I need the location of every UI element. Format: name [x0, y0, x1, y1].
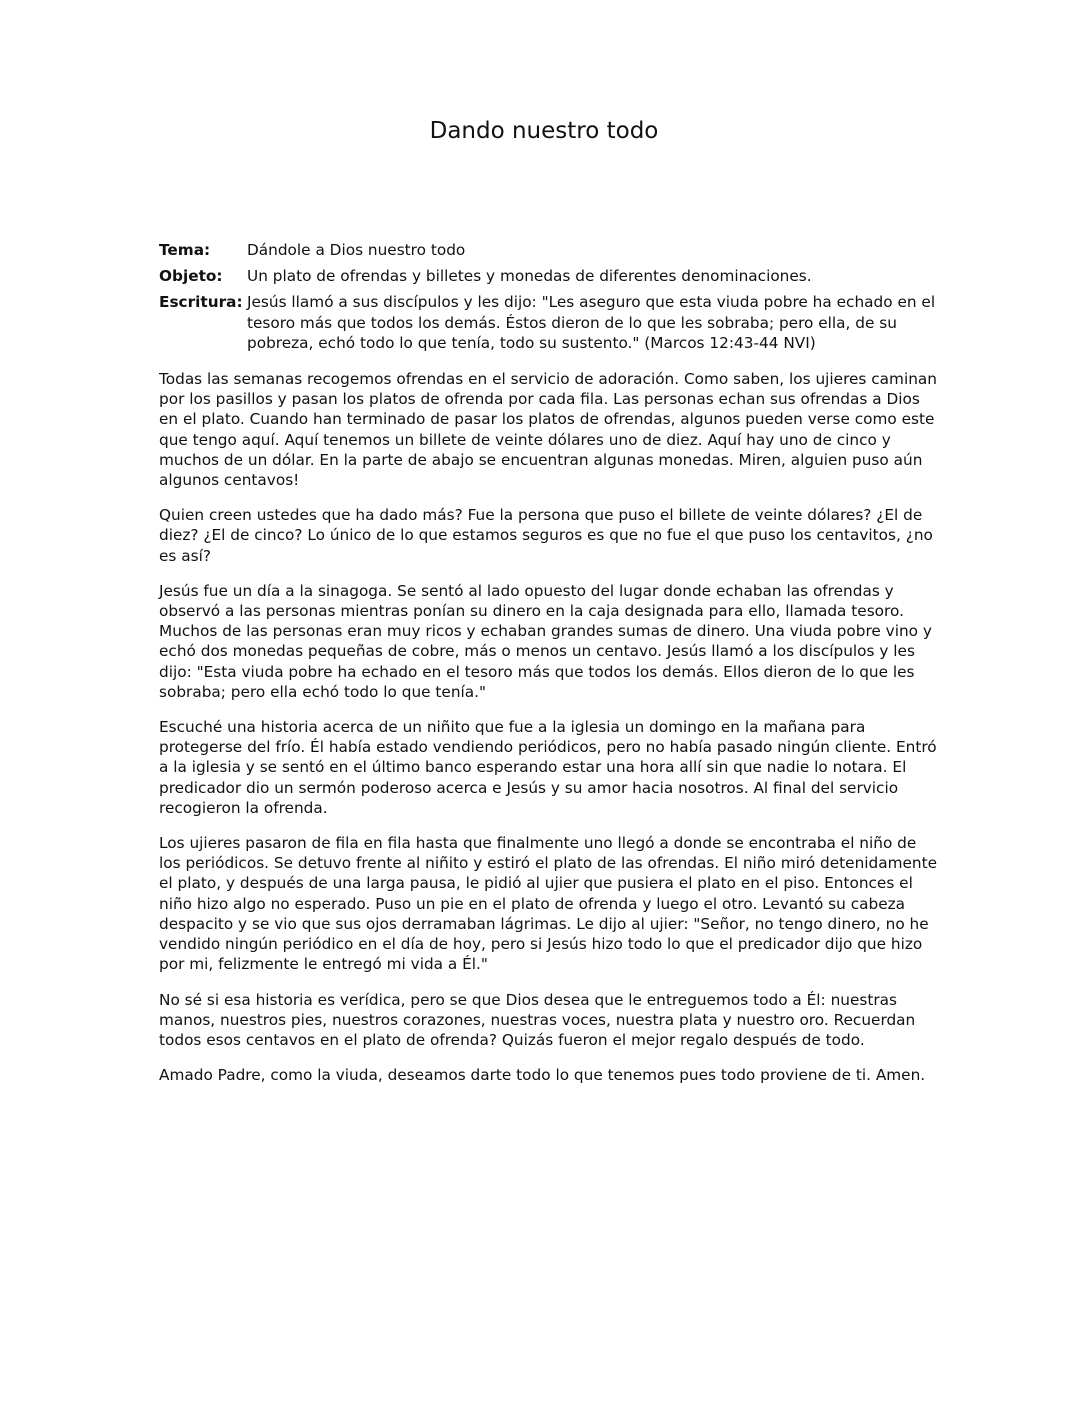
meta-row-escritura [159, 292, 939, 353]
meta-label: Escritura: [159, 293, 243, 312]
meta-row-objeto [159, 266, 939, 286]
paragraph: No sé si esa historia es verídica, pero se que Dios desea que le entreguemos todo a Él: nuestras manos, nuestros pies, nuestros corazones, nuestras voces, nuestra plata y nuestro oro. Recuerdan todos esos centavos en el plato de ofrenda? Quizás fueron el mejor regalo después de todo. [159, 990, 916, 1049]
meta-value: Dándole a Dios nuestro todo [247, 241, 466, 259]
paragraph: Todas las semanas recogemos ofrendas en el servicio de adoración. Como saben, los ujieres caminan por los pasillos y pasan los platos de ofrenda por cada fila. Las personas echan sus ofrendas a Dios en el plato. Cuando han terminado de pasar los platos de ofrendas, algunos pueden verse como este que tengo aquí. Aquí tenemos un billete de veinte dólares uno de diez. Aquí hay uno de cinco y muchos de un dólar. En la parte de abajo se encuentran algunas monedas. Miren, alguien puso aún algunos centavos! [159, 370, 937, 490]
paragraph: Escuché una historia acerca de un niñito que fue a la iglesia un domingo en la mañana para protegerse del frío. Él había estado vendiendo periódicos, pero no había pasado ningún cliente. Entró a la iglesia y se sentó en el último banco esperando estar una hora allí sin que nadie lo notara. El predicador dio un sermón poderoso acerca e Jesús y su amor hacia nosotros. Al final del servicio recogieron la ofrenda. [159, 718, 937, 817]
paragraph: Quien creen ustedes que ha dado más? Fue la persona que puso el billete de veinte dólares? ¿El de diez? ¿El de cinco? Lo único de lo que estamos seguros es que no fue el que puso los centavitos, ¿no es así? [159, 506, 933, 565]
document-title: Dando nuestro todo [429, 118, 659, 144]
meta-label: Tema: [159, 241, 211, 259]
paragraph: Los ujieres pasaron de fila en fila hasta que finalmente uno llegó a donde se encontraba el niño de los periódicos. Se detuvo frente al niñito y estiró el plato de las ofrendas. El niño miró detenidamente el plato, y después de una larga pausa, le pidió al ujier que pusiera el plato en el piso. Entonces el niño hizo algo no esperado. Puso un pie en el plato de ofrenda y luego el otro. Levantó su cabeza despacito y se vio que sus ojos derramaban lágrimas. Le dijo al ujier: "Señor, no tengo dinero, no he vendido ningún periódico en el día de hoy, pero si Jesús hizo todo lo que el predicador dijo que hizo por mi, felizmente le entregó mi vida a Él." [159, 834, 938, 974]
document-body [159, 240, 939, 1100]
meta-value: Jesús llamó a sus discípulos y les dijo: "Les aseguro que esta viuda pobre ha echado en el tesoro más que todos los demás. Éstos dieron de lo que les sobraba; pero ella, de su pobreza, echó todo lo que tenía, todo su sustento." (Marcos 12:43-44 NVI) [247, 293, 936, 352]
paragraph: Jesús fue un día a la sinagoga. Se sentó al lado opuesto del lugar donde echaban las ofrendas y observó a las personas mientras ponían su dinero en la caja designada para ello, llamada tesoro. Muchos de las personas eran muy ricos y echaban grandes sumas de dinero. Una viuda pobre vino y echó dos monedas pequeñas de cobre, más o menos un centavo. Jesús llamó a los discípulos y les dijo: "Esta viuda pobre ha echado en el tesoro más que todos los demás. Ellos dieron de lo que les sobraba; pero ella echó todo lo que tenía." [159, 581, 932, 701]
paragraph: Amado Padre, como la viuda, deseamos darte todo lo que tenemos pues todo proviene de ti. Amen. [159, 1066, 926, 1085]
meta-label: Objeto: [159, 267, 223, 286]
meta-value: Un plato de ofrendas y billetes y monedas de diferentes denominaciones. [247, 267, 812, 286]
meta-row-tema [159, 240, 939, 260]
paragraph-list [159, 369, 939, 1085]
